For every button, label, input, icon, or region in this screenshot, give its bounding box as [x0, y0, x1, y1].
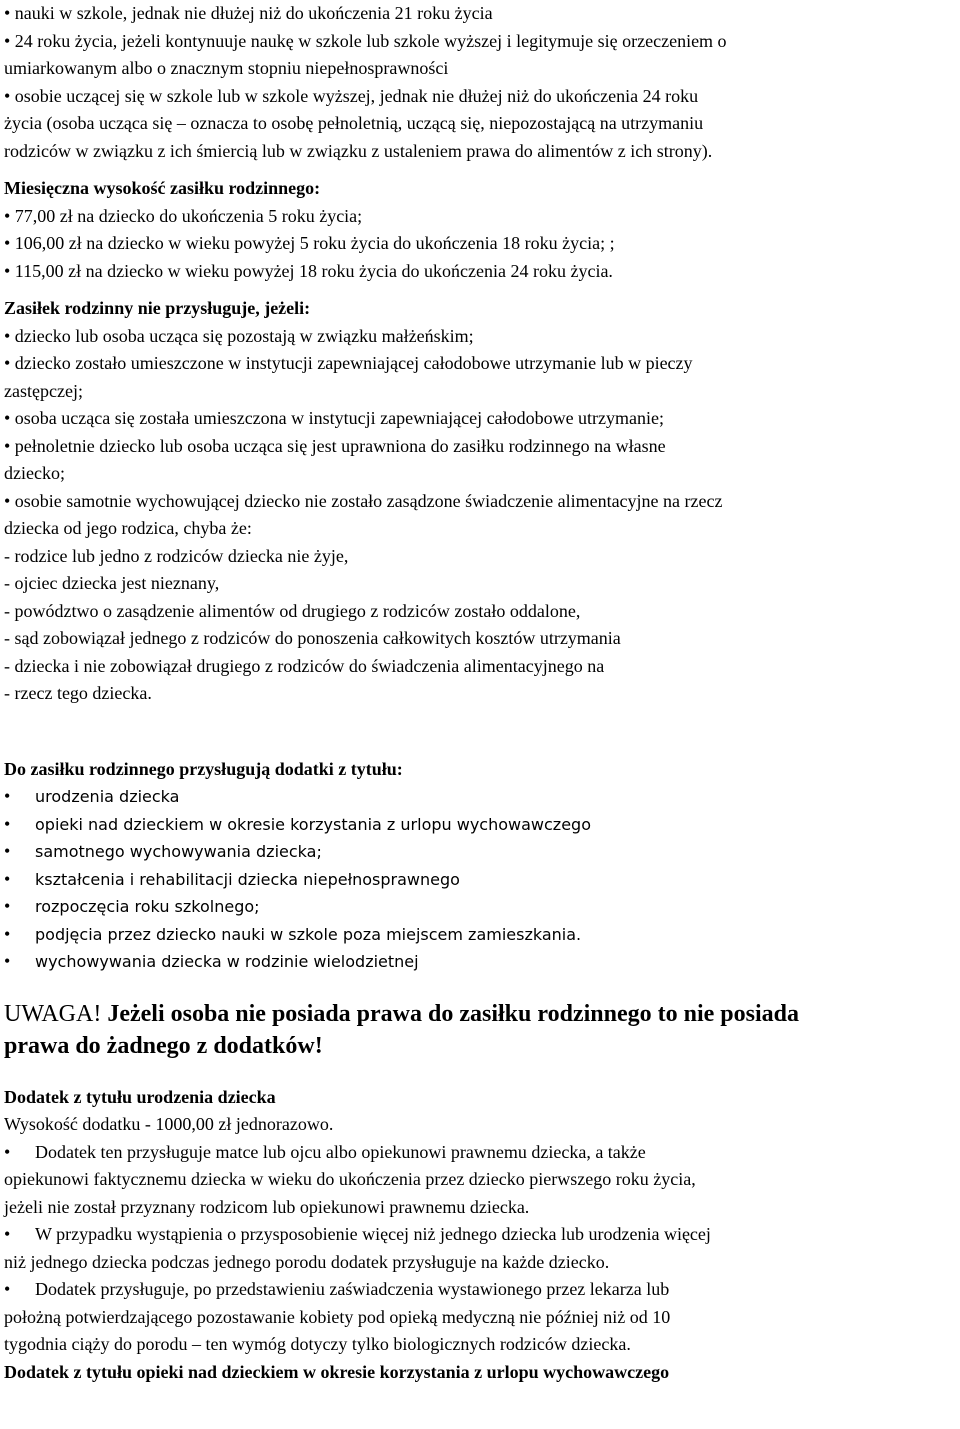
- not-entitled-line: • dziecko lub osoba ucząca się pozostają w związku małżeńskim;: [4, 325, 474, 346]
- list-item-label: wychowywania dziecka w rodzinie wielodzietnej: [35, 952, 419, 971]
- paragraph-text: tygodnia ciąży do porodu – ten wymóg dotyczy tylko biologicznych rodziców dziecka.: [4, 1334, 631, 1354]
- list-item-label: kształcenia i rehabilitacji dziecka niepełnosprawnego: [35, 869, 460, 889]
- document-page: [4, 0, 956, 1386]
- list-item: [4, 921, 956, 949]
- list-item: [4, 948, 956, 976]
- bullet-icon: •: [4, 923, 11, 944]
- list-item-label: podjęcia przez dziecko nauki w szkole poza miejscem zamieszkania.: [35, 924, 582, 944]
- intro-line: • nauki w szkole, jednak nie dłużej niż do ukończenia 21 roku życia: [4, 3, 493, 23]
- amounts-heading: Miesięczna wysokość zasiłku rodzinnego:: [4, 178, 321, 198]
- not-entitled-line: - powództwo o zasądzenie alimentów od drugiego z rodziców zostało oddalone,: [4, 600, 581, 621]
- not-entitled-line: - dziecka i nie zobowiązał drugiego z rodziców do świadczenia alimentacyjnego na: [4, 655, 605, 676]
- list-item: [4, 783, 956, 811]
- list-item: [4, 811, 956, 839]
- childcare-supplement-heading: Dodatek z tytułu opieki nad dzieckiem w okresie korzystania z urlopu wychowawczego: [4, 1361, 670, 1382]
- not-entitled-line: dziecka od jego rodzica, chyba że:: [4, 518, 252, 538]
- warning-notice: [4, 998, 956, 1062]
- not-entitled-line: • osobie samotnie wychowującej dziecko nie zostało zasądzone świadczenie alimentacyjne na rzecz: [4, 490, 723, 511]
- intro-section: [4, 0, 956, 165]
- bullet-icon: •: [4, 896, 11, 916]
- bullet-icon: •: [4, 786, 11, 806]
- supplements-section: [4, 756, 956, 976]
- bullet-icon: •: [4, 1279, 11, 1299]
- paragraph-text: opiekunowi faktycznemu dziecka w wieku do ukończenia przez dziecko pierwszego roku życia,: [4, 1169, 696, 1189]
- amount-line: • 77,00 zł na dziecko do ukończenia 5 roku życia;: [4, 205, 363, 226]
- list-item: [4, 866, 956, 894]
- bullet-icon: •: [4, 951, 11, 971]
- not-entitled-line: - rodzice lub jedno z rodziców dziecka nie żyje,: [4, 545, 349, 566]
- intro-line: rodziców w związku z ich śmiercią lub w związku z ustaleniem prawa do alimentów z ich strony).: [4, 140, 713, 161]
- paragraph-text: niż jednego dziecka podczas jednego porodu dodatek przysługuje na każde dziecko.: [4, 1251, 610, 1272]
- list-item-label: samotnego wychowywania dziecka;: [35, 842, 322, 861]
- warning-line: prawa do żadnego z dodatków!: [4, 1032, 323, 1059]
- bullet-icon: •: [4, 1224, 11, 1244]
- intro-line: umiarkowanym albo o znacznym stopniu niepełnosprawności: [4, 58, 449, 78]
- birth-supplement-heading: Dodatek z tytułu urodzenia dziecka: [4, 1086, 276, 1107]
- intro-line: • osobie uczącej się w szkole lub w szkole wyższej, jednak nie dłużej niż do ukończenia 24 roku: [4, 85, 699, 106]
- paragraph-text: Dodatek przysługuje, po przedstawieniu zaświadczenia wystawionego przez lekarza lub: [35, 1279, 670, 1299]
- birth-supplement-paragraph: [4, 1276, 956, 1359]
- birth-supplement-section: [4, 1084, 956, 1387]
- not-entitled-line: • dziecko zostało umieszczone w instytucji zapewniającej całodobowe utrzymanie lub w pieczy: [4, 353, 693, 373]
- warning-word: UWAGA!: [4, 1000, 102, 1027]
- not-entitled-heading: Zasiłek rodzinny nie przysługuje, jeżeli:: [4, 298, 311, 318]
- birth-supplement-paragraph: [4, 1139, 956, 1222]
- paragraph-text: jeżeli nie został przyznany rodzicom lub opiekunowi prawnemu dziecka.: [4, 1196, 530, 1217]
- not-entitled-line: • pełnoletnie dziecko lub osoba ucząca się jest uprawniona do zasiłku rodzinnego na własne: [4, 435, 666, 456]
- paragraph-text: położną potwierdzającego pozostawanie kobiety pod opieką medyczną nie później niż od 10: [4, 1306, 671, 1327]
- amount-line: • 106,00 zł na dziecko w wieku powyżej 5 roku życia do ukończenia 18 roku życia; ;: [4, 233, 615, 253]
- list-item-label: urodzenia dziecka: [35, 787, 180, 806]
- bullet-icon: •: [4, 868, 11, 889]
- not-entitled-line: - rzecz tego dziecka.: [4, 683, 152, 703]
- not-entitled-line: dziecko;: [4, 463, 65, 483]
- birth-supplement-amount: Wysokość dodatku - 1000,00 zł jednorazowo.: [4, 1114, 334, 1134]
- list-item: [4, 893, 956, 921]
- bullet-icon: •: [4, 841, 11, 861]
- not-entitled-line: zastępczej;: [4, 380, 83, 401]
- supplements-list: [4, 783, 956, 976]
- paragraph-text: W przypadku wystąpienia o przysposobienie więcej niż jednego dziecka lub urodzenia więcej: [35, 1224, 711, 1244]
- birth-supplement-paragraph: [4, 1221, 956, 1276]
- intro-line: • 24 roku życia, jeżeli kontynuuje naukę w szkole lub szkole wyższej i legitymuje się orzeczeniem o: [4, 30, 727, 51]
- supplements-heading: Do zasiłku rodzinnego przysługują dodatki z tytułu:: [4, 758, 403, 779]
- not-entitled-section: [4, 295, 956, 708]
- not-entitled-line: • osoba ucząca się została umieszczona w instytucji zapewniającej całodobowe utrzymanie;: [4, 408, 665, 428]
- paragraph-text: Dodatek ten przysługuje matce lub ojcu albo opiekunowi prawnemu dziecka, a także: [35, 1141, 646, 1162]
- list-item-label: opieki nad dzieckiem w okresie korzystania z urlopu wychowawczego: [35, 814, 591, 834]
- warning-line: [4, 998, 956, 1030]
- list-item-label: rozpoczęcia roku szkolnego;: [35, 897, 260, 916]
- not-entitled-line: - ojciec dziecka jest nieznany,: [4, 573, 220, 593]
- amounts-section: [4, 175, 956, 285]
- list-item: [4, 838, 956, 866]
- intro-line: życia (osoba ucząca się – oznacza to osobę pełnoletnią, uczącą się, niepozostającą na utrzymaniu: [4, 113, 704, 133]
- not-entitled-line: - sąd zobowiązał jednego z rodziców do ponoszenia całkowitych kosztów utrzymania: [4, 628, 621, 648]
- bullet-icon: •: [4, 813, 11, 834]
- bullet-icon: •: [4, 1141, 11, 1162]
- warning-text: Jeżeli osoba nie posiada prawa do zasiłku rodzinnego to nie posiada: [107, 1000, 799, 1027]
- amount-line: • 115,00 zł na dziecko w wieku powyżej 18 roku życia do ukończenia 24 roku życia.: [4, 260, 613, 281]
